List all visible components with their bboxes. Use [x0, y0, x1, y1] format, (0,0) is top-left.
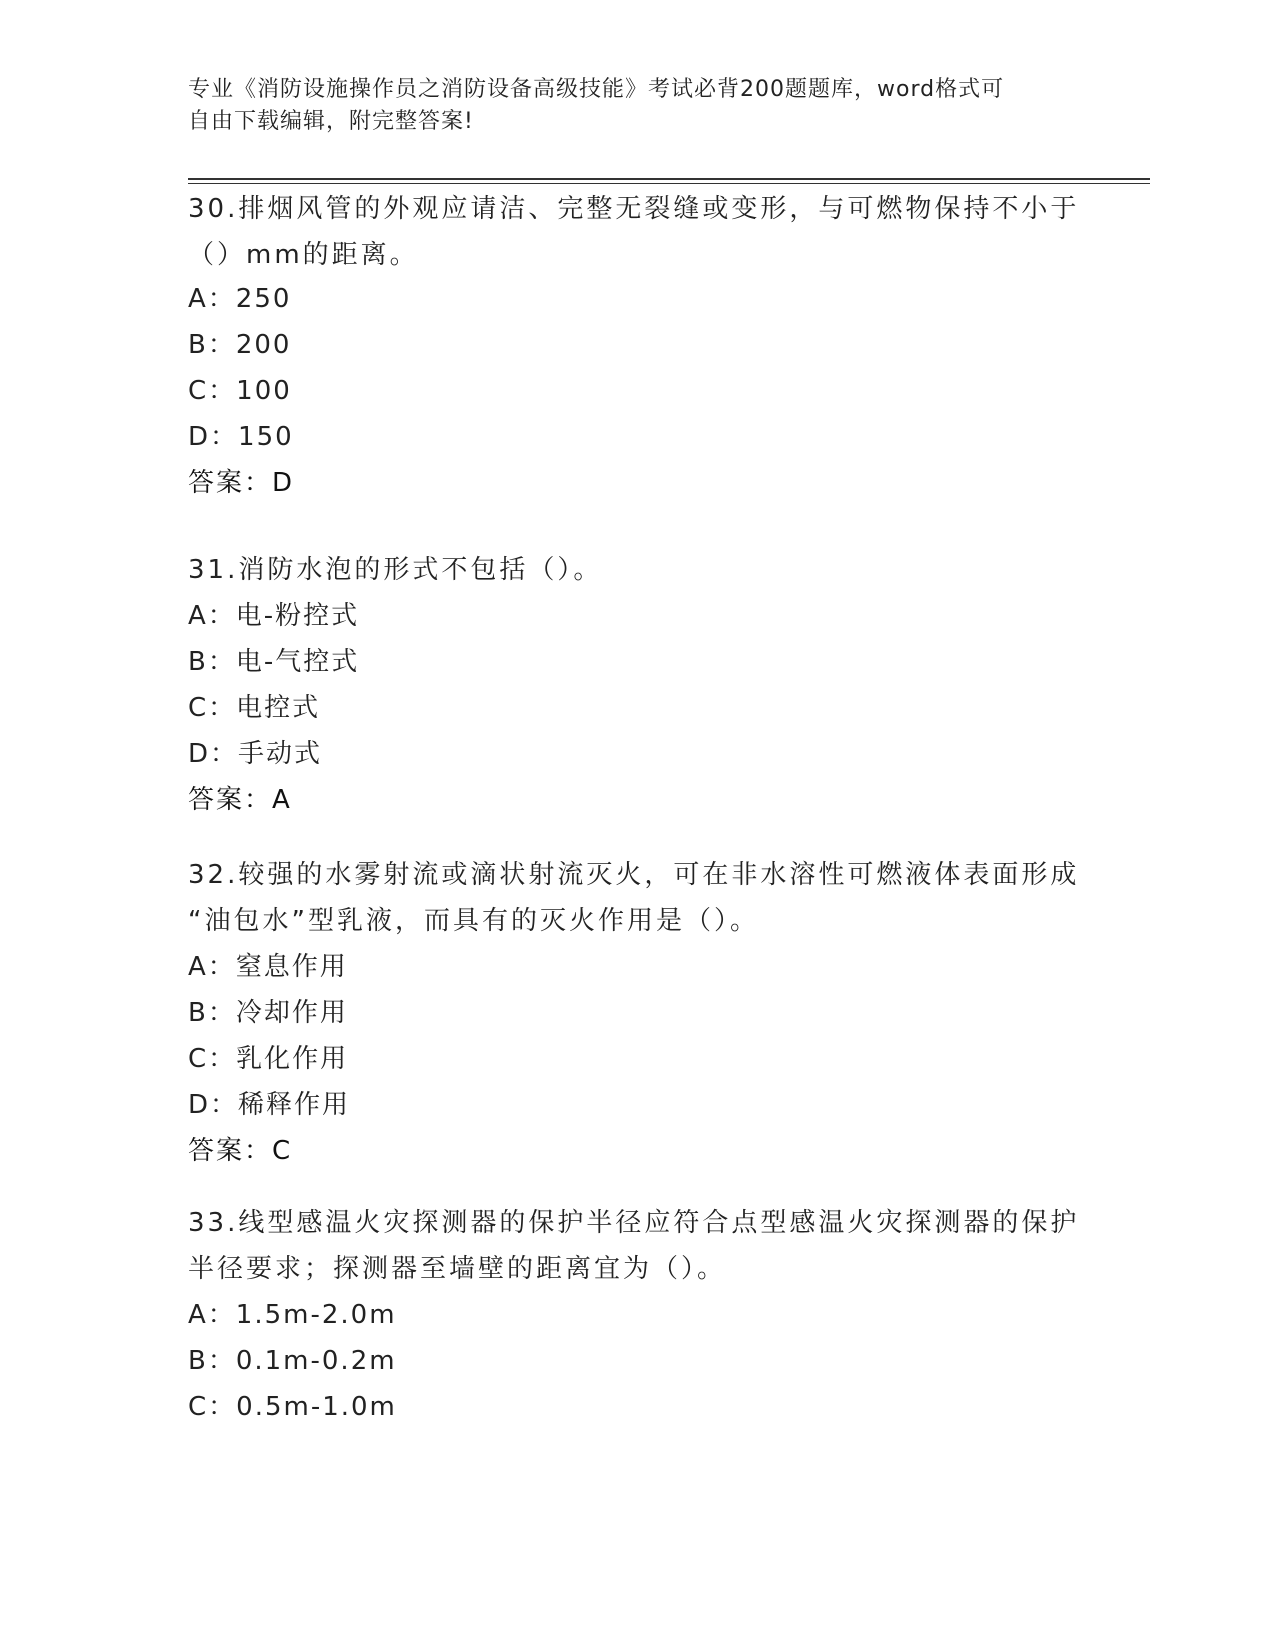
question-30 [188, 186, 1088, 506]
option-a: A：250 [188, 284, 292, 314]
document-header [188, 74, 1068, 138]
option-c: C：电控式 [188, 693, 321, 723]
header-line-1: 专业《消防设施操作员之消防设备高级技能》考试必背200题题库，word格式可 [188, 77, 1005, 102]
option-d: D：150 [188, 422, 294, 452]
option-a: A：窒息作用 [188, 952, 348, 982]
answer: 答案：D [188, 468, 295, 498]
question-stem-continued: 半径要求；探测器至墙壁的距离宜为（）。 [188, 1254, 727, 1284]
option-c: C：100 [188, 376, 292, 406]
option-a: A：1.5m-2.0m [188, 1300, 397, 1330]
header-rule-thick [188, 178, 1150, 180]
answer: 答案：A [188, 785, 292, 815]
question-stem: 32.较强的水雾射流或滴状射流灭火，可在非水溶性可燃液体表面形成 [188, 860, 1080, 890]
answer: 答案：C [188, 1136, 293, 1166]
option-b: B：冷却作用 [188, 998, 348, 1028]
question-32 [188, 852, 1088, 1174]
option-d: D：稀释作用 [188, 1090, 351, 1120]
question-stem-continued: （）mm的距离。 [188, 240, 419, 270]
question-stem-continued: “油包水”型乳液，而具有的灭火作用是（）。 [188, 906, 759, 936]
question-stem: 30.排烟风管的外观应请洁、完整无裂缝或变形，与可燃物保持不小于 [188, 194, 1080, 224]
header-line-2: 自由下载编辑，附完整答案! [188, 109, 474, 134]
question-stem: 31.消防水泡的形式不包括（）。 [188, 555, 603, 585]
option-b: B：0.1m-0.2m [188, 1346, 397, 1376]
option-b: B：200 [188, 330, 292, 360]
question-stem: 33.线型感温火灾探测器的保护半径应符合点型感温火灾探测器的保护 [188, 1208, 1080, 1238]
question-33 [188, 1200, 1088, 1430]
question-31 [188, 547, 1088, 823]
option-b: B：电-气控式 [188, 647, 360, 677]
option-c: C：0.5m-1.0m [188, 1392, 397, 1422]
header-rule-thin [188, 183, 1150, 184]
option-a: A：电-粉控式 [188, 601, 360, 631]
option-c: C：乳化作用 [188, 1044, 349, 1074]
option-d: D：手动式 [188, 739, 323, 769]
